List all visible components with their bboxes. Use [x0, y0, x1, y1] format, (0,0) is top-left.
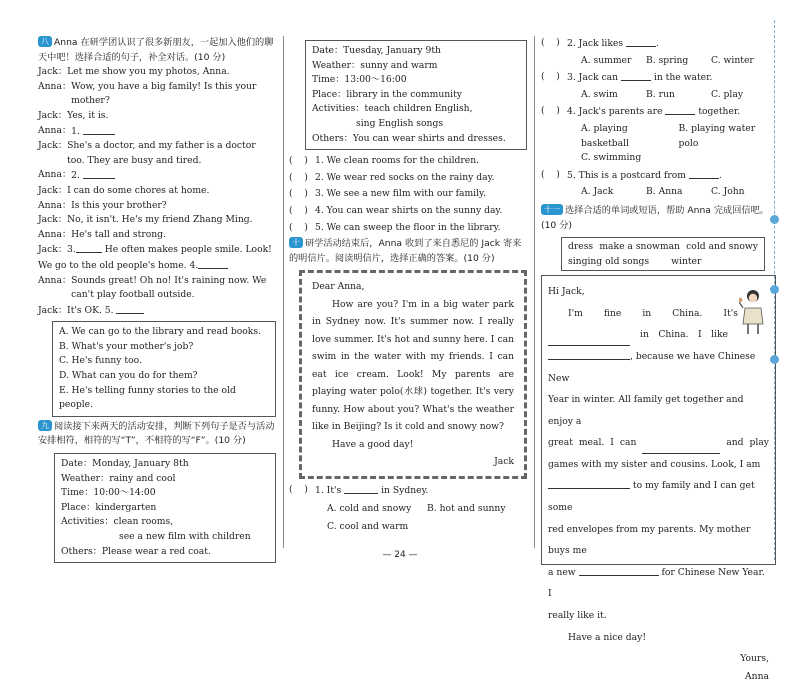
binding-hole-icon [770, 215, 779, 224]
tf-question[interactable]: ( ) 3. We see a new film with our family. [289, 188, 486, 200]
schedule-activities-cont: sing English songs [356, 117, 444, 129]
dialogue-line: Jack： I can do some chores at home. [38, 184, 210, 196]
option-b[interactable]: B. run [646, 88, 675, 100]
option-c[interactable]: C. winter [711, 54, 754, 66]
tf-question[interactable]: ( ) 1. We clean rooms for the children. [289, 155, 480, 167]
option-c[interactable]: C. play [711, 88, 744, 100]
column-left [38, 36, 276, 567]
section-8-title: 八 Anna 在研学团认识了很多新朋友，一起加入他们的聊天中吧！选择合适的句子，补全对话。(10 分) [38, 37, 274, 63]
option-b: B. What's your mother's job? [59, 340, 194, 352]
option-b[interactable]: B. playing water polo [678, 122, 756, 149]
section-11-badge: 十一 [541, 204, 563, 215]
schedule-date: Date：Tuesday, January 9th [312, 45, 441, 56]
reply-line: a new for Chinese New Year. I [548, 566, 765, 600]
reply-blank-1[interactable] [548, 335, 630, 346]
mc-question-1[interactable]: ( ) 1. It's in Sydney. [289, 483, 429, 496]
reply-letter [541, 275, 776, 682]
dialogue-line: Anna： 2. [38, 168, 276, 184]
reply-closing: Have a nice day! [568, 631, 647, 643]
tf-question[interactable]: ( ) 4. You can wear shirts on the sunny day. [289, 204, 503, 216]
mc-options-1 [289, 502, 527, 517]
reply-line: games with my sister and cousins. Look, I am [548, 458, 761, 470]
binding-hole-icon [770, 285, 779, 294]
mc-options-5 [541, 185, 776, 200]
schedule-monday [54, 453, 276, 563]
option-a[interactable]: A. swim [581, 88, 618, 100]
option-d: D. What can you do for them? [59, 370, 198, 382]
word-option: singing old songs [568, 256, 650, 268]
tf-question[interactable]: ( ) 5. We can sweep the floor in the library. [289, 221, 501, 233]
option-a[interactable]: A. Jack [581, 186, 614, 198]
reply-line: great meal. I can and play [548, 432, 769, 454]
mc-question-3[interactable]: ( ) 3. Jack can in the water. [541, 71, 713, 84]
dialogue-line: Jack：It's OK. 5. [38, 303, 276, 319]
answer-blank-3[interactable] [76, 242, 102, 253]
reply-line: I'm fine in China. It's [568, 307, 738, 319]
schedule-time: Time：10:00～14:00 [61, 487, 156, 499]
reply-greeting: Hi Jack, [548, 286, 585, 298]
dialogue-line: Jack：3. He often makes people smile. Look! We go to the old people's home. 4. [38, 244, 272, 271]
section-10-badge: 十 [289, 237, 303, 248]
postcard [299, 270, 527, 479]
option-c: C. He's funny too. [59, 355, 142, 367]
word-option: winter [671, 256, 702, 268]
postcard-body: How are you? I'm in a big water park in Sydney now. It's summer now. I really love summer. It's hot and sunny here. I can swim in the water with my friends. I can eat ice cream. Look! My parents are playing water polo(水球) together. It's very funny. How about you? What's the weather like in Beijing? Is it cold and snowy now? [312, 298, 514, 433]
schedule-weather: Weather：rainy and cool [61, 472, 176, 484]
option-c[interactable]: C. John [711, 186, 745, 198]
dialogue-line: Jack： Yes, it is. [38, 109, 109, 121]
option-c[interactable]: C. swimming [581, 152, 642, 164]
schedule-weather: Weather：sunny and warm [312, 59, 438, 71]
postcard-signature: Jack [494, 456, 514, 468]
options-box [52, 321, 276, 417]
schedule-activities-cont: see a new film with children [119, 531, 251, 542]
mc-options-3 [541, 88, 776, 103]
reply-line: to my family and I can get some [548, 480, 755, 514]
option-a[interactable]: A. cold and snowy [327, 503, 412, 515]
column-right [541, 36, 776, 682]
answer-blank-5[interactable] [116, 303, 144, 314]
word-bank [561, 237, 765, 271]
reply-blank-5[interactable] [579, 565, 659, 576]
answer-blank-2[interactable] [83, 168, 115, 179]
schedule-place: Place：library in the community [312, 88, 462, 100]
postcard-closing: Have a good day! [332, 438, 414, 450]
section-11-title: 十一 选择合适的单词或短语，帮助 Anna 完成回信吧。(10 分) [541, 204, 769, 231]
schedule-place: Place：kindergarten [61, 501, 157, 513]
schedule-time: Time：13:00～16:00 [312, 74, 407, 86]
dialogue [38, 65, 276, 318]
word-option: dress [568, 241, 594, 253]
column-divider [534, 36, 535, 548]
section-9-title: 九 阅读接下来两天的活动安排，判断下列句子是否与活动安排相符，相符的写“T”，不相符的写“F”。(10 分) [38, 420, 275, 447]
answer-blank-1[interactable] [83, 124, 115, 135]
reply-signature: Anna [745, 670, 769, 682]
section-8-badge: 八 [38, 36, 52, 47]
girl-illustration-icon [739, 288, 767, 336]
schedule-activities: Activities：clean rooms, [61, 516, 174, 528]
column-divider [283, 36, 284, 548]
section-9-badge: 九 [38, 420, 52, 431]
mc-options-2 [541, 54, 776, 69]
option-b[interactable]: B. spring [646, 54, 689, 66]
reply-blank-4[interactable] [548, 478, 630, 489]
reply-line: red envelopes from my parents. My mother buys me [548, 523, 751, 557]
dialogue-line: Anna： He's tall and strong. [38, 228, 166, 240]
word-bank-row [568, 239, 758, 254]
schedule-date: Date：Monday, January 8th [61, 458, 189, 470]
reply-yours: Yours, [740, 653, 769, 665]
dialogue-line: Jack： She's a doctor, and my father is a doctor too. They are busy and tired. [38, 140, 256, 166]
postcard-greeting: Dear Anna, [312, 281, 365, 293]
mc-options-4 [541, 122, 776, 151]
column-middle [289, 36, 527, 535]
option-a: A. We can go to the library and read books. [59, 326, 262, 338]
dialogue-line: Anna： 1. [38, 124, 276, 140]
tf-question[interactable]: ( ) 2. We wear red socks on the rainy day. [289, 171, 495, 183]
answer-blank-4[interactable] [198, 258, 228, 269]
schedule-tuesday [305, 40, 527, 150]
dialogue-line: Jack： No, it isn't. He's my friend Zhang Ming. [38, 214, 253, 226]
mc-options-1b [289, 520, 527, 535]
word-option: make a snowman [599, 241, 680, 253]
section-10-title: 十 研学活动结束后，Anna 收到了来自悉尼的 Jack 寄来的明信片。阅读明信片，选择正确的答案。(10 分) [289, 238, 522, 264]
reply-blank-3[interactable] [642, 443, 720, 454]
mc-question-4[interactable]: ( ) 4. Jack's parents are together. [541, 105, 741, 118]
option-b[interactable]: B. Anna [646, 186, 683, 198]
word-option: cold and snowy [686, 241, 758, 253]
schedule-others: Others：Please wear a red coat. [61, 545, 211, 557]
option-b[interactable]: B. hot and sunny [427, 503, 506, 515]
dialogue-line: Jack： Let me show you my photos, Anna. [38, 66, 230, 78]
word-bank-row [568, 254, 758, 269]
option-c[interactable]: C. cool and warm [327, 521, 409, 532]
option-e: E. He's telling funny stories to the old people. [59, 384, 236, 411]
schedule-others: Others：You can wear shirts and dresses. [312, 132, 506, 144]
mc-options-4b [541, 151, 776, 166]
option-a[interactable]: A. summer [581, 54, 632, 66]
binding-margin [774, 20, 800, 560]
reply-blank-2[interactable] [548, 349, 630, 360]
option-a[interactable]: A. playing basketball [581, 122, 630, 149]
binding-hole-icon [770, 355, 779, 364]
reply-line: Year in winter. All family get together and enjoy a [548, 394, 744, 427]
dialogue-line: Anna： Sounds great! Oh no! It's raining now. We can't play football outside. [38, 274, 267, 301]
mc-question-2[interactable]: ( ) 2. Jack likes . [541, 37, 659, 49]
reply-line: , because we have Chinese New [548, 350, 756, 384]
mc-question-5[interactable]: ( ) 5. This is a postcard from . [541, 168, 722, 181]
reply-line: really like it. [548, 610, 607, 622]
page-number: — 24 — [382, 550, 418, 560]
schedule-activities: Activities：teach children English, [312, 103, 473, 115]
dialogue-line: Anna： Wow, you have a big family! Is this your mother? [38, 80, 257, 107]
dialogue-line: Anna： Is this your brother? [38, 199, 167, 211]
reply-line: in China. I like [548, 324, 769, 346]
